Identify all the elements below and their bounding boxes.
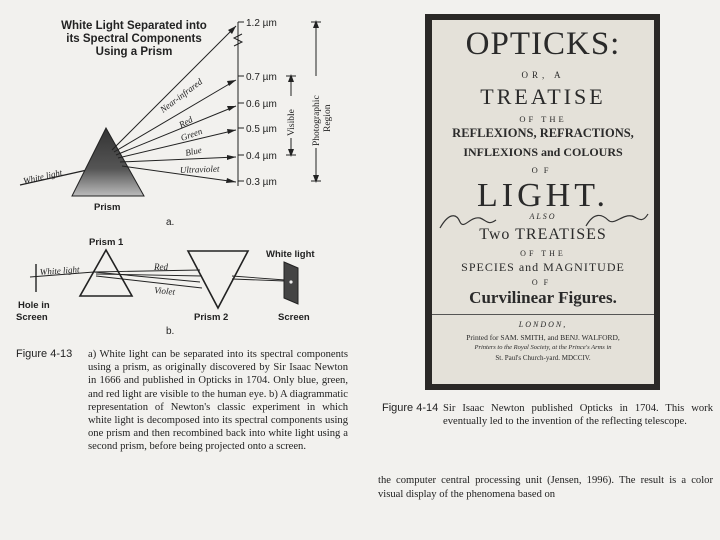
white-light-right-label: White light	[266, 249, 315, 260]
book-line-two-treatises: Two TREATISES	[479, 226, 607, 243]
prism1-label: Prism 1	[89, 237, 124, 248]
figure-4-13-diagram	[0, 0, 420, 345]
opticks-title-page	[432, 20, 654, 384]
white-light-label: White light	[22, 167, 64, 186]
book-line-also: ALSO	[529, 212, 557, 221]
red-ray-label: Red	[154, 262, 168, 272]
book-line-churchyard: St. Paul's Church-yard. MDCCIV.	[495, 354, 591, 362]
visible-arrow-top	[288, 74, 294, 82]
ray-label-green: Green	[179, 125, 204, 143]
ray-label-near-infrared: Near-infrared	[158, 76, 205, 115]
ray-label-ultraviolet: Ultraviolet	[179, 163, 220, 175]
body-text: the computer central processing unit (Jensen, 1996). The result is a color visual display of the phenomena based on	[378, 475, 713, 500]
wavelength-0-7: 0.7 µm	[246, 72, 277, 83]
figure-a-title-line1: White Light Separated into	[61, 20, 207, 32]
violet-ray-label: Violet	[153, 285, 176, 297]
book-rule	[432, 314, 654, 315]
photographic-label-line1: Photographic	[312, 95, 322, 146]
ray-label-blue: Blue	[184, 144, 203, 158]
photographic-label-line2: Region	[323, 104, 333, 132]
photographic-arrow-top	[313, 20, 319, 28]
wavelength-0-4: 0.4 µm	[246, 151, 277, 162]
book-line-curvilinear: Curvilinear Figures.	[469, 288, 617, 307]
photographic-arrow-bottom	[313, 175, 319, 183]
ray-label-red: Red	[177, 114, 195, 130]
wavelength-0-6: 0.6 µm	[246, 99, 277, 110]
hole-label-line1: Hole in	[18, 300, 50, 311]
wavelength-ticks	[238, 22, 244, 181]
book-line-or-a: OR, A	[521, 70, 565, 80]
white-light-left-label: White light	[39, 264, 80, 277]
figure-4-14-number: Figure 4-14	[382, 402, 439, 414]
figure-a-title-line2: its Spectral Components	[66, 33, 202, 45]
book-line-of-2: OF	[531, 278, 555, 287]
wavelength-0-5: 0.5 µm	[246, 124, 277, 135]
book-line-inflexions: INFLEXIONS and COLOURS	[463, 145, 623, 159]
book-line-of-1: OF	[531, 165, 555, 175]
prism-shape	[72, 128, 144, 196]
panel-b-label: b.	[166, 326, 175, 337]
book-line-light: LIGHT.	[477, 177, 609, 214]
book-title-opticks: OPTICKS:	[465, 26, 621, 62]
visible-arrow-bottom	[288, 149, 294, 157]
book-line-of-the-2: OF THE	[520, 249, 566, 258]
figure-4-13-number: Figure 4-13	[16, 348, 73, 360]
wavelength-1-2: 1.2 µm	[246, 18, 277, 29]
figure-a-title-line3: Using a Prism	[95, 46, 173, 58]
book-line-reflexions: REFLEXIONS, REFRACTIONS,	[452, 126, 634, 140]
wavelength-0-3: 0.3 µm	[246, 177, 277, 188]
hole-label-line2: Screen	[16, 312, 48, 323]
book-line-of-the-1: OF THE	[519, 114, 567, 124]
book-line-printers: Printers to the Royal Society, at the Prince's Arms in	[474, 344, 612, 351]
scale-break-mark	[234, 34, 242, 46]
panel-a-label: a.	[166, 217, 175, 228]
book-line-treatise: TREATISE	[480, 84, 606, 109]
figure-4-14-caption: Sir Isaac Newton published Opticks in 1704. This work eventually led to the invention of the reflecting telescope.	[443, 403, 713, 428]
figure-4-13-caption: a) White light can be separated into its spectral components using a prism, as originally discovered by Sir Isaac Newton in 1666 and published in Opticks in 1704. Only blue, green, and red light are visible to the human eye. b) A diagrammatic representation of Newton's classic experiment in which white light is decomposed into its spectral components using one prism and then recombined back into white light using a second prism, before being projected onto a screen.	[88, 349, 348, 453]
book-line-printed-for: Printed for SAM. SMITH, and BENJ. WALFORD,	[466, 333, 620, 342]
book-line-london: LONDON,	[518, 320, 568, 329]
screen-label: Screen	[278, 312, 310, 323]
book-line-species: SPECIES and MAGNITUDE	[461, 260, 625, 274]
prism-label: Prism	[94, 202, 121, 213]
prism2-label: Prism 2	[194, 312, 229, 323]
visible-label: Visible	[287, 109, 297, 136]
ray-arrowheads	[226, 26, 236, 183]
